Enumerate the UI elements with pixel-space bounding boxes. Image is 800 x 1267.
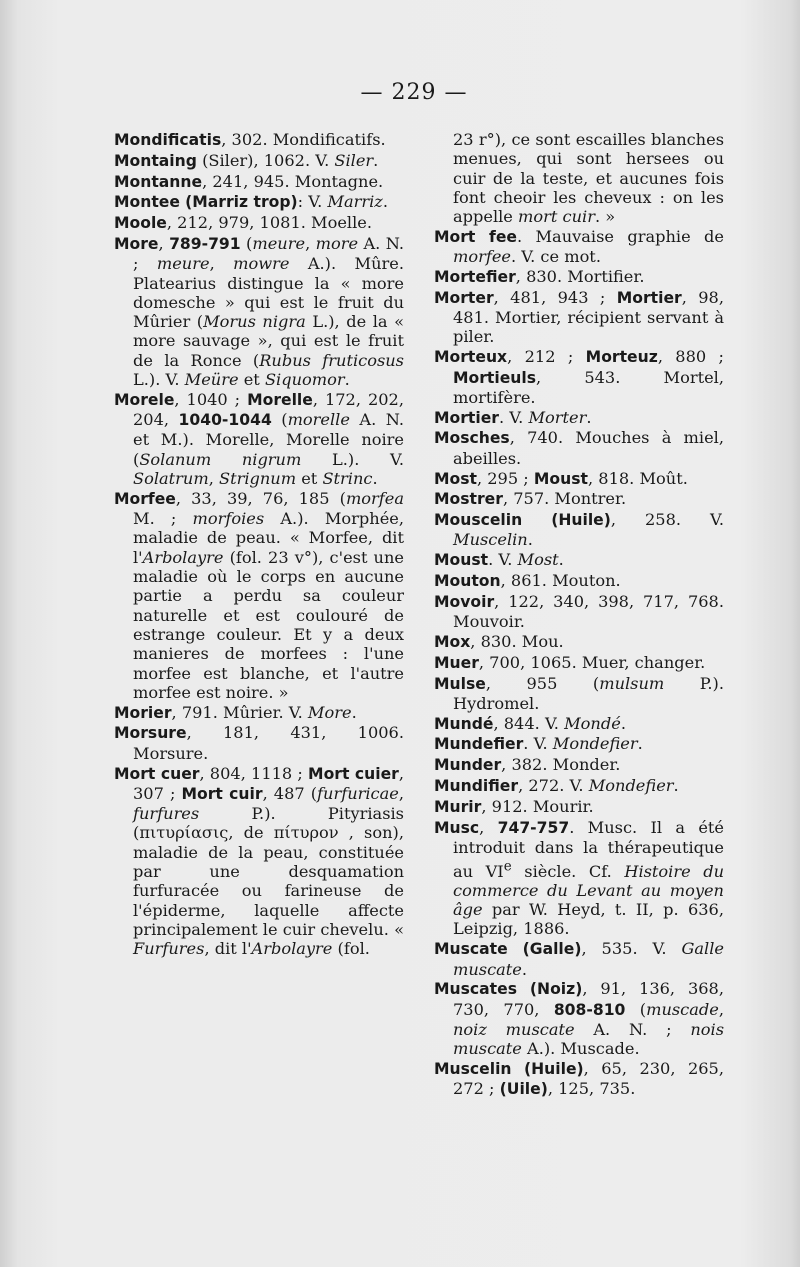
glossary-entry <box>434 592 724 632</box>
entry-headword: Montee <box>114 193 180 212</box>
glossary-entry <box>114 723 404 763</box>
glossary-entry <box>434 979 724 1058</box>
glossary-entry <box>434 571 724 591</box>
entry-definition: , 844. V. Mondé. <box>493 713 626 733</box>
entry-definition: (Galle), 535. V. Galle muscate. <box>453 939 724 979</box>
entry-headword: Morteux <box>434 348 508 367</box>
glossary-entry <box>434 428 724 468</box>
entry-definition: (Huile), 65, 230, 265, 272 ; (Uile), 125, 735. <box>453 1059 724 1099</box>
glossary-entry <box>434 797 724 817</box>
entry-definition: , 382. Monder. <box>501 755 621 775</box>
entry-definition: (Noiz), 91, 136, 368, 730, 770, 808-810 (muscade, noiz muscate A. N. ; nois muscate A.). Muscade. <box>453 979 724 1059</box>
entry-headword: Mosches <box>434 429 510 448</box>
entry-headword: Morter <box>434 288 494 307</box>
entry-headword: Mort fee <box>434 227 517 246</box>
entry-headword: Morfee <box>114 489 176 508</box>
entry-headword: Moole <box>114 214 167 233</box>
entry-headword: Munder <box>434 756 502 775</box>
glossary-entry <box>114 130 404 150</box>
entry-headword: Mortier <box>434 408 499 427</box>
page-number: — 229 — <box>360 80 468 105</box>
entry-headword: Mundifier <box>434 777 519 795</box>
glossary-entry <box>434 130 724 226</box>
glossary-entry <box>114 151 404 171</box>
glossary-entry <box>434 653 724 673</box>
glossary-entry <box>114 390 404 488</box>
glossary-entry <box>434 550 724 570</box>
entry-definition: , 830. Mou. <box>470 631 564 651</box>
entry-definition: , 481, 943 ; Mortier, 98, 481. Mortier, récipient servant à piler. <box>453 287 724 347</box>
glossary-entry <box>434 227 724 267</box>
glossary-entry <box>114 234 404 389</box>
entry-definition: (Siler), 1062. V. Siler. <box>196 150 379 170</box>
left-column <box>114 130 404 959</box>
entry-definition: , 804, 1118 ; Mort cuier, 307 ; Mort cuir, 487 (furfuricae, furfures P.). Pityriasis (πιτυρίασις, de πίτυρον , son), maladie de la peau, constituée par une desquamation furfuracée ou farineuse de l'épiderme, laquelle affecte principalement le cuir chevelu. « Furfures, dit l'Arbolayre (fol. <box>133 763 405 959</box>
entry-definition: (Marriz trop): V. Marriz. <box>185 192 388 212</box>
entry-headword: Montanne <box>114 172 203 191</box>
glossary-entry <box>114 703 404 723</box>
glossary-entry <box>114 192 404 212</box>
glossary-entry <box>114 764 404 959</box>
entry-definition: , 955 (mulsum P.). Hydromel. <box>453 673 724 713</box>
entry-headword: Mondificatis <box>114 131 222 149</box>
entry-definition: , 302. Mondificatifs. <box>221 130 386 149</box>
entry-definition: 23 r°), ce sont escailles blanches menues, qui sont hersees ou cuir de la teste, et aucunes fois font cheoir les cheveux : on les appelle mort cuir. » <box>453 130 724 227</box>
entry-headword: Mundefier <box>434 735 524 754</box>
entry-headword: Muscelin <box>434 1060 512 1079</box>
entry-headword: Most <box>434 469 477 488</box>
entry-definition: , 830. Mortifier. <box>515 267 645 287</box>
entry-definition: , 757. Montrer. <box>502 489 627 509</box>
entry-definition: , 1040 ; Morelle, 172, 202, 204, 1040-1044 (morelle A. N. et M.). Morelle, Morelle noire (Solanum nigrum L.). V. Solatrum, Strignum et Strinc. <box>133 389 404 489</box>
glossary-entry <box>434 347 724 407</box>
entry-headword: Muer <box>434 653 479 672</box>
entry-definition: . V. Most. <box>488 550 564 570</box>
entry-definition: , 861. Mouton. <box>500 571 621 591</box>
entry-definition: , 272. V. Mondefier. <box>518 776 679 795</box>
entry-headword: More <box>114 234 159 253</box>
glossary-entry <box>434 1059 724 1100</box>
entry-definition: , 912. Mourir. <box>481 796 594 816</box>
entry-headword: Mortefier <box>434 268 516 287</box>
entry-headword: Murir <box>434 797 482 816</box>
glossary-entry <box>434 408 724 428</box>
entry-headword: Mundé <box>434 714 494 733</box>
entry-definition: . V. Mondefier. <box>523 734 643 754</box>
glossary-entry <box>434 714 724 734</box>
entry-definition: , 181, 431, 1006. Morsure. <box>133 723 404 763</box>
entry-headword: Movoir <box>434 592 495 611</box>
entry-definition: , 295 ; Moust, 818. Moût. <box>476 468 688 488</box>
entry-definition: , 740. Mouches à miel, abeilles. <box>453 428 724 468</box>
entry-definition: , 122, 340, 398, 717, 768. Mouvoir. <box>453 591 724 632</box>
glossary-entry <box>114 489 404 702</box>
entry-headword: Moust <box>434 551 489 570</box>
entry-headword: Morsure <box>114 724 187 743</box>
entry-headword: Montaing <box>114 151 197 170</box>
entry-definition: (Huile), 258. V. Muscelin. <box>453 510 724 550</box>
right-column <box>434 130 724 1100</box>
entry-headword: Morier <box>114 703 172 722</box>
glossary-entry <box>434 469 724 489</box>
glossary-entry <box>434 632 724 652</box>
glossary-entry <box>114 213 404 233</box>
entry-headword: Mouton <box>434 572 501 591</box>
entry-headword: Muscate <box>434 940 508 959</box>
glossary-entry <box>434 734 724 754</box>
entry-definition: , 212 ; Morteuz, 880 ; Mortieuls, 543. Mortel, mortifère. <box>453 347 724 407</box>
glossary-entry <box>434 267 724 287</box>
entry-definition: . Mauvaise graphie de morfee. V. ce mot. <box>453 226 724 267</box>
glossary-entry <box>434 755 724 775</box>
entry-definition: , 747-757. Musc. Il a été introduit dans la thérapeutique au VIe siècle. Cf. Histoire du commerce du Levant au moyen âge par W. Heyd, t. II, p. 636, Leipzig, 1886. <box>453 817 725 939</box>
entry-headword: Muscates <box>434 980 517 999</box>
entry-headword: Mulse <box>434 674 486 693</box>
glossary-entry <box>434 818 724 939</box>
glossary-entry <box>434 776 724 796</box>
entry-definition: , 212, 979, 1081. Moelle. <box>166 213 373 233</box>
entry-headword: Mostrer <box>434 490 503 509</box>
glossary-entry <box>434 674 724 714</box>
entry-headword: Musc <box>434 818 480 837</box>
glossary-entry <box>434 939 724 979</box>
entry-headword: Mouscelin <box>434 511 523 530</box>
entry-definition: , 700, 1065. Muer, changer. <box>478 652 706 672</box>
glossary-entry <box>434 510 724 550</box>
entry-headword: Mox <box>434 632 471 651</box>
entry-definition: , 241, 945. Montagne. <box>202 171 384 191</box>
entry-definition: , 789-791 (meure, more A. N. ; meure, mowre A.). Mûre. Platearius distingue la « more domesche » qui est le fruit du Mûrier (Morus nigra L.), de la « more sauvage », qui est le fruit de la Ronce (Rubus fruticosus L.). V. Meüre et Siquomor. <box>133 233 404 390</box>
entry-headword: Morele <box>114 390 175 409</box>
entry-definition: , 33, 39, 76, 185 (morfea M. ; morfoies A.). Morphée, maladie de peau. « Morfee, dit l'Arbolayre (fol. 23 v°), c'est une maladie où le corps en aucune partie a perdu sa couleur naturelle et est coulouré de estrange couleur. Et y a deux manieres de morfees : l'une morfee est blanche, et l'autre morfee est noire. » <box>133 488 404 702</box>
glossary-entry <box>434 288 724 347</box>
entry-definition: . V. Morter. <box>499 407 592 427</box>
entry-headword: Mort cuer <box>114 764 200 783</box>
glossary-entry <box>114 172 404 192</box>
entry-definition: , 791. Mûrier. V. More. <box>171 702 357 722</box>
glossary-entry <box>434 489 724 509</box>
